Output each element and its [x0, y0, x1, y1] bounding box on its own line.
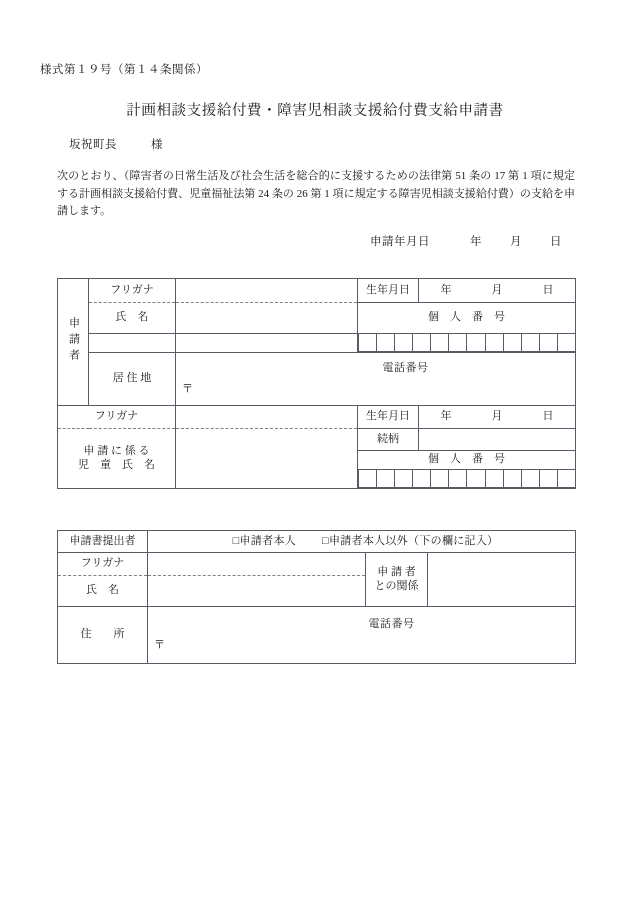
mynumber-box[interactable] — [467, 334, 485, 352]
applicant-name-value-spacer[interactable] — [176, 334, 358, 353]
submitter-address-value-cell[interactable] — [148, 607, 576, 664]
applicant-birthdate-value[interactable] — [419, 279, 576, 303]
mynumber-box[interactable] — [521, 334, 539, 352]
postal-code-icon: 〒 — [154, 639, 165, 651]
child-mynumber-boxes-cell — [358, 470, 576, 489]
mynumber-box[interactable] — [431, 470, 449, 488]
application-date-label: 申請年月日 — [370, 236, 430, 248]
mynumber-box[interactable] — [359, 334, 377, 352]
addressee-name: 坂祝町長 — [69, 139, 117, 151]
mynumber-box[interactable] — [431, 334, 449, 352]
child-birthdate-year: 年 — [440, 410, 452, 423]
submitter-option-other[interactable]: □申請者本人以外（下の欄に記入） — [322, 534, 499, 547]
applicant-information-table — [57, 278, 576, 489]
applicant-birthdate-label: 生年月日 — [358, 279, 419, 303]
table-row — [58, 303, 576, 334]
applicant-name-label-spacer — [89, 334, 176, 353]
child-name-label-line1: 申 請 に 係 る — [83, 444, 150, 457]
mynumber-box[interactable] — [377, 470, 395, 488]
application-date-year: 年 — [470, 236, 482, 248]
table-row — [58, 279, 576, 303]
table-row — [58, 607, 576, 664]
postal-code-icon: 〒 — [182, 383, 193, 395]
table-row — [58, 531, 576, 553]
submitter-option-self[interactable]: □申請者本人 — [232, 534, 297, 547]
mynumber-box[interactable] — [395, 334, 413, 352]
mynumber-box[interactable] — [413, 334, 431, 352]
applicant-name-value[interactable] — [176, 303, 358, 334]
child-name-label-line2: 児 童 氏 名 — [78, 458, 155, 471]
applicant-telephone-row — [176, 362, 575, 376]
submitter-type-options — [148, 531, 576, 553]
applicant-mynumber-boxes-cell — [358, 334, 576, 353]
table-row — [58, 334, 576, 353]
applicant-birthdate-month: 月 — [491, 283, 503, 296]
submitter-relation-label-line1: 申 請 者 — [377, 565, 416, 578]
applicant-birthdate-day: 日 — [542, 283, 554, 296]
submitter-relation-label-line2: との関係 — [374, 579, 419, 592]
submitter-address-label: 住 所 — [58, 607, 148, 664]
applicant-furigana-value[interactable] — [176, 279, 358, 303]
child-birthdate-value[interactable] — [419, 406, 576, 429]
mynumber-box[interactable] — [557, 334, 575, 352]
applicant-side-label-cell — [58, 279, 89, 406]
body-paragraph: 次のとおり、（障害者の日常生活及び社会生活を総合的に支援するための法律第 51 条の 17 第 1 項に規定する計画相談支援給付費、児童福祉法第 24 条の 26 第 1 項に規定する障害児相談支援給付費）の支給を申請します。 — [57, 170, 575, 217]
mynumber-box[interactable] — [539, 334, 557, 352]
application-date-month: 月 — [510, 236, 522, 248]
applicant-residence-value-cell[interactable] — [176, 353, 576, 406]
mynumber-box[interactable] — [521, 470, 539, 488]
mynumber-box[interactable] — [503, 470, 521, 488]
applicant-birthdate-year: 年 — [440, 283, 452, 296]
table-row — [58, 553, 576, 576]
application-date-day: 日 — [550, 236, 562, 248]
submitter-furigana-value[interactable] — [148, 553, 366, 576]
mynumber-box[interactable] — [503, 334, 521, 352]
mynumber-box[interactable] — [485, 334, 503, 352]
submitter-relation-value[interactable] — [428, 553, 576, 607]
mynumber-box[interactable] — [395, 470, 413, 488]
table-row — [58, 353, 576, 406]
submitter-relation-label — [366, 553, 428, 607]
child-furigana-label: フリガナ — [58, 406, 176, 429]
document-title: 計画相談支援給付費・障害児相談支援給付費支給申請書 — [126, 103, 504, 119]
child-name-value[interactable] — [176, 429, 358, 489]
applicant-furigana-label: フリガナ — [89, 279, 176, 303]
application-date-line — [370, 233, 562, 249]
child-name-label — [58, 429, 176, 489]
child-mynumber-label: 個 人 番 号 — [358, 451, 576, 470]
table-row — [58, 429, 576, 451]
addressee-line — [69, 136, 163, 152]
applicant-residence-label: 居 住 地 — [89, 353, 176, 406]
applicant-mynumber-grid — [358, 334, 575, 352]
mynumber-box[interactable] — [557, 470, 575, 488]
submitter-telephone-label: 電話番号 — [368, 618, 415, 631]
table-row — [58, 406, 576, 429]
submitter-name-label: 氏 名 — [58, 576, 148, 607]
submitter-information-table — [57, 530, 576, 664]
applicant-side-label: 申請者 — [67, 316, 80, 365]
addressee-honorific: 様 — [151, 139, 163, 151]
mynumber-box[interactable] — [467, 470, 485, 488]
applicant-mynumber-label: 個 人 番 号 — [358, 303, 576, 334]
applicant-name-label: 氏 名 — [89, 303, 176, 334]
mynumber-box[interactable] — [449, 470, 467, 488]
child-birthdate-label: 生年月日 — [358, 406, 419, 429]
child-furigana-value[interactable] — [176, 406, 358, 429]
child-birthdate-day: 日 — [542, 410, 554, 423]
child-relation-value[interactable] — [419, 429, 576, 451]
child-birthdate-month: 月 — [491, 410, 503, 423]
mynumber-box[interactable] — [485, 470, 503, 488]
submitter-name-value[interactable] — [148, 576, 366, 607]
mynumber-box[interactable] — [413, 470, 431, 488]
child-mynumber-grid — [358, 470, 575, 488]
submitter-telephone-row — [148, 618, 575, 632]
submitter-furigana-label: フリガナ — [58, 553, 148, 576]
submitter-type-label: 申請書提出者 — [58, 531, 148, 553]
mynumber-box[interactable] — [377, 334, 395, 352]
applicant-telephone-label: 電話番号 — [382, 362, 429, 375]
mynumber-box[interactable] — [539, 470, 557, 488]
mynumber-box[interactable] — [449, 334, 467, 352]
child-relation-label: 続柄 — [358, 429, 419, 451]
form-number: 様式第１９号（第１４条関係） — [40, 64, 208, 76]
mynumber-box[interactable] — [359, 470, 377, 488]
